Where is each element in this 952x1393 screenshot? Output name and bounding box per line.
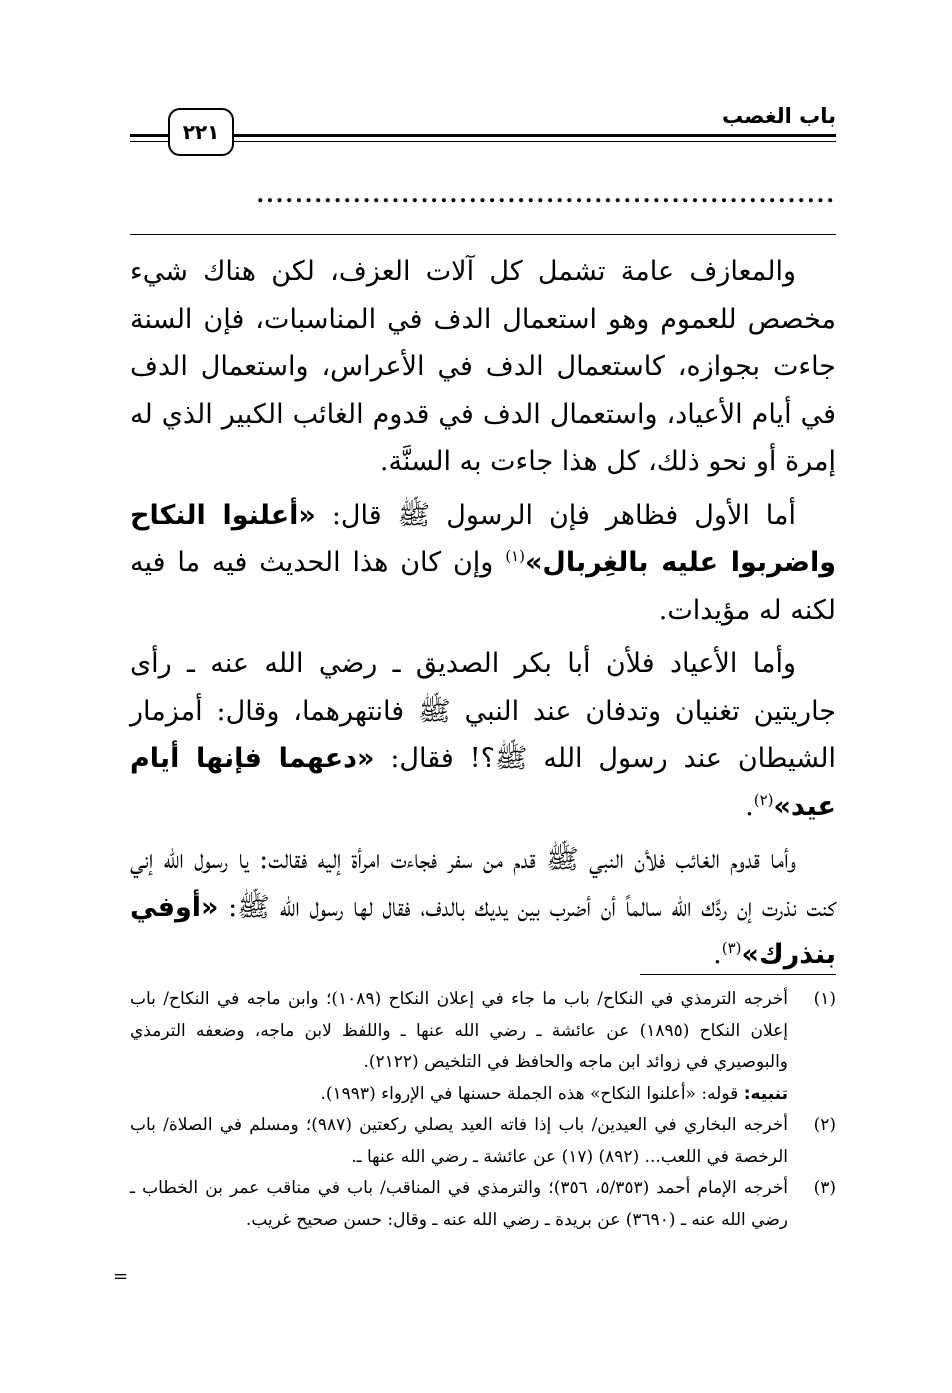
footnote-number: (١) (813, 989, 836, 1009)
hadith-quote-1: «أعلنوا النكاح واضربوا عليه بالغِربال» (130, 499, 836, 578)
footnote-number: (٢) (813, 1115, 836, 1135)
header-rule-left-thick (130, 134, 168, 137)
footnote-ref-1: (١) (505, 547, 525, 565)
footnote-rule (640, 974, 836, 975)
header-rule-thin (232, 141, 836, 142)
paragraph-4-text: وأما قدوم الغائب فلأن النبي ﷺ قدم من سفر فجاءت امرأة إليه فقالت: يا رسول الله إني كنت نذرت إن ردَّك الله سالماً أن أضرب بين يديك بالدف، فقال لها رسول الله ﷺ: (130, 844, 836, 923)
dotted-separator: ............................................................ (256, 182, 836, 208)
footnote-3 (130, 1173, 836, 1236)
chapter-title: باب الغصب (721, 104, 836, 128)
note-text: قوله: «أعلنوا النكاح» هذه الجملة حسنها في الإرواء (١٩٩٣). (320, 1083, 744, 1104)
footnote-text (130, 984, 788, 1110)
paragraph-3-text: وأما الأعياد فلأن أبا بكر الصديق ـ رضي الله عنه ـ رأى جاريتين تغنيان وتدفان عند النبي ﷺ فانتهرهما، وقال: أمزمار الشيطان عند رسول الله ﷺ؟! فقال: (130, 648, 837, 774)
paragraph-4-tail: . (713, 939, 722, 970)
paragraph-1-text: والمعازف عامة تشمل كل آلات العزف، لكن هناك شيء مخصص للعموم وهو استعمال الدف في المناسبات، فإن السنة جاءت بجوازه، كاستعمال الدف في الأعراس، واستعمال الدف في أيام الأعياد، واستعمال الدف في قدوم الغائب الكبير الذي له إمرة أو نحو ذلك، كل هذا جاءت به السنَّة. (130, 256, 836, 477)
footnote-1-text: أخرجه الترمذي في النكاح/ باب ما جاء في إعلان النكاح (١٠٨٩)؛ وابن ماجه في النكاح/ باب إعلان النكاح (١٨٩٥) عن عائشة ـ رضي الله عنها ـ واللفظ لابن ماجه، وضعفه الترمذي والبوصيري في زوائد ابن ماجه والحافظ في التلخيص (٢١٢٢). (130, 989, 788, 1072)
main-text (130, 248, 836, 985)
footnotes (130, 984, 836, 1236)
page-header (130, 102, 836, 158)
footnote-ref-3: (٣) (721, 939, 742, 957)
paragraph-1 (130, 248, 836, 486)
paragraph-4 (130, 836, 836, 979)
paragraph-3-tail: . (745, 790, 754, 822)
header-rule-thick (232, 134, 836, 137)
note-label: تنبيه: (743, 1083, 788, 1104)
header-rule-left-thin (130, 141, 168, 142)
footnote-2 (130, 1110, 836, 1173)
footnote-number: (٣) (813, 1178, 836, 1198)
hadith-quote-3: «أوفي بنذرك» (130, 891, 836, 970)
footnote-ref-2: (٢) (753, 790, 774, 809)
paragraph-2-tail: وإن كان هذا الحديث فيه ما فيه لكنه له مؤيدات. (130, 547, 836, 626)
footnote-text: أخرجه البخاري في العيدين/ باب إذا فاته العيد يصلي ركعتين (٩٨٧)؛ ومسلم في الصلاة/ باب الرخصة في اللعب... (٨٩٢) (١٧) عن عائشة ـ رضي الله عنها ـ. (130, 1115, 788, 1167)
hadith-quote-2: «دعهما فإنها أيام عيد» (130, 743, 836, 822)
paragraph-3 (130, 640, 836, 830)
page-number: ٢٢١ (168, 108, 234, 156)
paragraph-2 (130, 492, 836, 635)
body-top-rule (130, 234, 836, 235)
footnote-text: أخرجه الإمام أحمد (٥/٣٥٣، ٣٥٦)؛ والترمذي في المناقب/ باب في مناقب عمر بن الخطاب ـ رضي الله عنه ـ (٣٦٩٠) عن بريدة ـ رضي الله عنه ـ وقال: حسن صحيح غريب. (130, 1178, 789, 1230)
footnote-1 (130, 984, 836, 1110)
paragraph-2-text: أما الأول فظاهر فإن الرسول ﷺ قال: (315, 499, 796, 531)
continuation-mark: = (113, 1266, 129, 1287)
